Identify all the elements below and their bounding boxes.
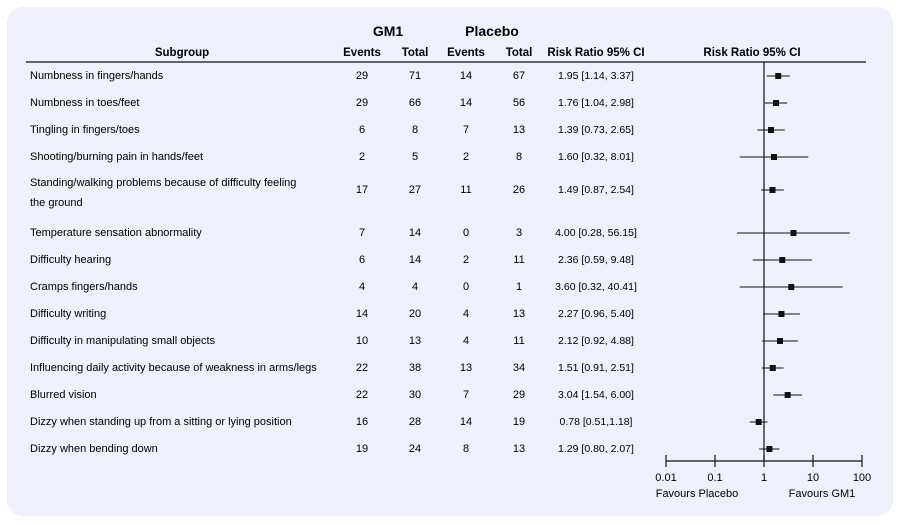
x-tick-label: 0.01 bbox=[655, 472, 677, 484]
placebo-events-value: 13 bbox=[459, 362, 473, 374]
gm1-events-value: 29 bbox=[355, 70, 369, 82]
header-risk-ratio-ci: Risk Ratio 95% CI bbox=[547, 47, 645, 59]
row-label: Tingling in fingers/toes bbox=[30, 124, 140, 136]
row-label: Influencing daily activity because of weakness in arms/legs bbox=[30, 362, 317, 374]
risk-ratio-ci-value: 4.00 [0.28, 56.15] bbox=[555, 227, 637, 239]
placebo-total-value: 11 bbox=[513, 335, 525, 347]
row-label: Difficulty in manipulating small objects bbox=[30, 335, 216, 347]
gm1-total-value: 14 bbox=[408, 254, 422, 266]
gm1-total-value: 27 bbox=[408, 184, 422, 196]
placebo-events-value: 4 bbox=[462, 335, 470, 347]
header-placebo-events: Events bbox=[447, 47, 485, 59]
gm1-total-value: 8 bbox=[411, 124, 419, 136]
x-tick-label: 1 bbox=[760, 472, 768, 484]
gm1-events-value: 22 bbox=[355, 389, 369, 401]
gm1-events-value: 16 bbox=[355, 416, 369, 428]
risk-ratio-ci-value: 1.49 [0.87, 2.54] bbox=[558, 184, 634, 196]
placebo-total-value: 26 bbox=[512, 184, 526, 196]
gm1-events-value: 2 bbox=[358, 151, 366, 163]
gm1-total-value: 71 bbox=[408, 70, 422, 82]
gm1-events-value: 6 bbox=[358, 124, 366, 136]
risk-ratio-ci-value: 2.27 [0.96, 5.40] bbox=[558, 308, 634, 320]
placebo-total-value: 13 bbox=[512, 124, 526, 136]
x-axis bbox=[655, 455, 871, 500]
gm1-total-value: 24 bbox=[408, 443, 422, 455]
point-estimate-marker bbox=[770, 365, 776, 371]
gm1-events-value: 14 bbox=[355, 308, 369, 320]
placebo-events-value: 8 bbox=[462, 443, 470, 455]
placebo-total-value: 11 bbox=[513, 254, 525, 266]
placebo-total-value: 19 bbox=[512, 416, 526, 428]
risk-ratio-ci-value: 0.78 [0.51,1.18] bbox=[559, 416, 633, 428]
risk-ratio-ci-value: 2.36 [0.59, 9.48] bbox=[558, 254, 634, 266]
point-estimate-marker bbox=[756, 419, 762, 425]
point-estimate-marker bbox=[779, 257, 785, 263]
gm1-total-value: 30 bbox=[408, 389, 422, 401]
risk-ratio-ci-value: 1.51 [0.91, 2.51] bbox=[558, 362, 634, 374]
header-plot-risk-ratio: Risk Ratio 95% CI bbox=[703, 47, 801, 59]
placebo-events-value: 14 bbox=[459, 97, 473, 109]
x-tick-label: 100 bbox=[852, 472, 872, 484]
placebo-total-value: 13 bbox=[512, 443, 526, 455]
x-tick-label: 10 bbox=[806, 472, 820, 484]
placebo-events-value: 2 bbox=[462, 254, 470, 266]
risk-ratio-ci-value: 1.60 [0.32, 8.01] bbox=[558, 151, 634, 163]
table-rows bbox=[30, 70, 637, 455]
risk-ratio-ci-value: 3.60 [0.32, 40.41] bbox=[555, 281, 637, 293]
point-estimate-marker bbox=[771, 154, 777, 160]
favours-gm1-label: Favours GM1 bbox=[788, 488, 856, 500]
gm1-total-value: 38 bbox=[408, 362, 422, 374]
placebo-total-value: 1 bbox=[515, 281, 523, 293]
placebo-total-value: 13 bbox=[512, 308, 526, 320]
risk-ratio-ci-value: 2.12 [0.92, 4.88] bbox=[558, 335, 634, 347]
point-estimate-marker bbox=[788, 284, 794, 290]
row-label: Numbness in fingers/hands bbox=[30, 70, 164, 82]
point-estimate-marker bbox=[791, 230, 797, 236]
header-placebo: Placebo bbox=[465, 23, 519, 39]
placebo-total-value: 67 bbox=[512, 70, 526, 82]
placebo-events-value: 0 bbox=[462, 227, 470, 239]
header-placebo-total: Total bbox=[505, 47, 533, 59]
header-gm1-total: Total bbox=[401, 47, 429, 59]
row-label: Difficulty writing bbox=[30, 308, 107, 320]
placebo-events-value: 7 bbox=[462, 389, 470, 401]
point-estimate-marker bbox=[785, 392, 791, 398]
point-estimate-marker bbox=[768, 127, 774, 133]
row-label: Temperature sensation abnormality bbox=[30, 227, 202, 239]
gm1-events-value: 4 bbox=[358, 281, 366, 293]
placebo-total-value: 29 bbox=[512, 389, 526, 401]
row-label: Dizzy when standing up from a sitting or lying position bbox=[30, 416, 292, 428]
gm1-events-value: 19 bbox=[355, 443, 369, 455]
x-tick-label: 0.1 bbox=[707, 472, 723, 484]
gm1-total-value: 5 bbox=[411, 151, 419, 163]
risk-ratio-ci-value: 1.29 [0.80, 2.07] bbox=[558, 443, 634, 455]
gm1-events-value: 10 bbox=[355, 335, 369, 347]
point-estimate-marker bbox=[769, 187, 775, 193]
point-estimate-marker bbox=[778, 311, 784, 317]
gm1-total-value: 13 bbox=[408, 335, 422, 347]
placebo-total-value: 8 bbox=[515, 151, 523, 163]
placebo-events-value: 2 bbox=[462, 151, 470, 163]
point-estimate-marker bbox=[775, 73, 781, 79]
placebo-total-value: 34 bbox=[512, 362, 526, 374]
gm1-total-value: 4 bbox=[411, 281, 419, 293]
row-label: Cramps fingers/hands bbox=[30, 281, 138, 293]
placebo-events-value: 11 bbox=[460, 184, 472, 196]
header-gm1: GM1 bbox=[372, 23, 404, 39]
row-label: Numbness in toes/feet bbox=[30, 97, 140, 109]
favours-placebo-label: Favours Placebo bbox=[655, 488, 739, 500]
placebo-events-value: 0 bbox=[462, 281, 470, 293]
row-label: Standing/walking problems because of difficulty feeling bbox=[30, 177, 297, 189]
gm1-events-value: 17 bbox=[355, 184, 369, 196]
risk-ratio-ci-value: 1.39 [0.73, 2.65] bbox=[558, 124, 634, 136]
placebo-total-value: 3 bbox=[515, 227, 523, 239]
gm1-total-value: 66 bbox=[408, 97, 422, 109]
placebo-events-value: 7 bbox=[462, 124, 470, 136]
point-estimate-marker bbox=[773, 100, 779, 106]
point-estimate-marker bbox=[777, 338, 783, 344]
gm1-total-value: 20 bbox=[408, 308, 422, 320]
plot-marks bbox=[737, 62, 850, 461]
row-label: Blurred vision bbox=[30, 389, 97, 401]
risk-ratio-ci-value: 1.95 [1.14, 3.37] bbox=[558, 70, 634, 82]
row-label: Dizzy when bending down bbox=[30, 443, 158, 455]
gm1-total-value: 14 bbox=[408, 227, 422, 239]
point-estimate-marker bbox=[766, 446, 772, 452]
gm1-events-value: 29 bbox=[355, 97, 369, 109]
placebo-events-value: 14 bbox=[459, 416, 473, 428]
gm1-total-value: 28 bbox=[408, 416, 422, 428]
gm1-events-value: 7 bbox=[358, 227, 366, 239]
gm1-events-value: 6 bbox=[358, 254, 366, 266]
header-gm1-events: Events bbox=[343, 47, 381, 59]
header-subgroup: Subgroup bbox=[154, 47, 210, 59]
placebo-events-value: 14 bbox=[459, 70, 473, 82]
risk-ratio-ci-value: 1.76 [1.04, 2.98] bbox=[558, 97, 634, 109]
row-label-continued: the ground bbox=[30, 197, 83, 209]
gm1-events-value: 22 bbox=[355, 362, 369, 374]
row-label: Shooting/burning pain in hands/feet bbox=[30, 151, 204, 163]
placebo-total-value: 56 bbox=[512, 97, 526, 109]
risk-ratio-ci-value: 3.04 [1.54, 6.00] bbox=[558, 389, 634, 401]
placebo-events-value: 4 bbox=[462, 308, 470, 320]
row-label: Difficulty hearing bbox=[30, 254, 112, 266]
